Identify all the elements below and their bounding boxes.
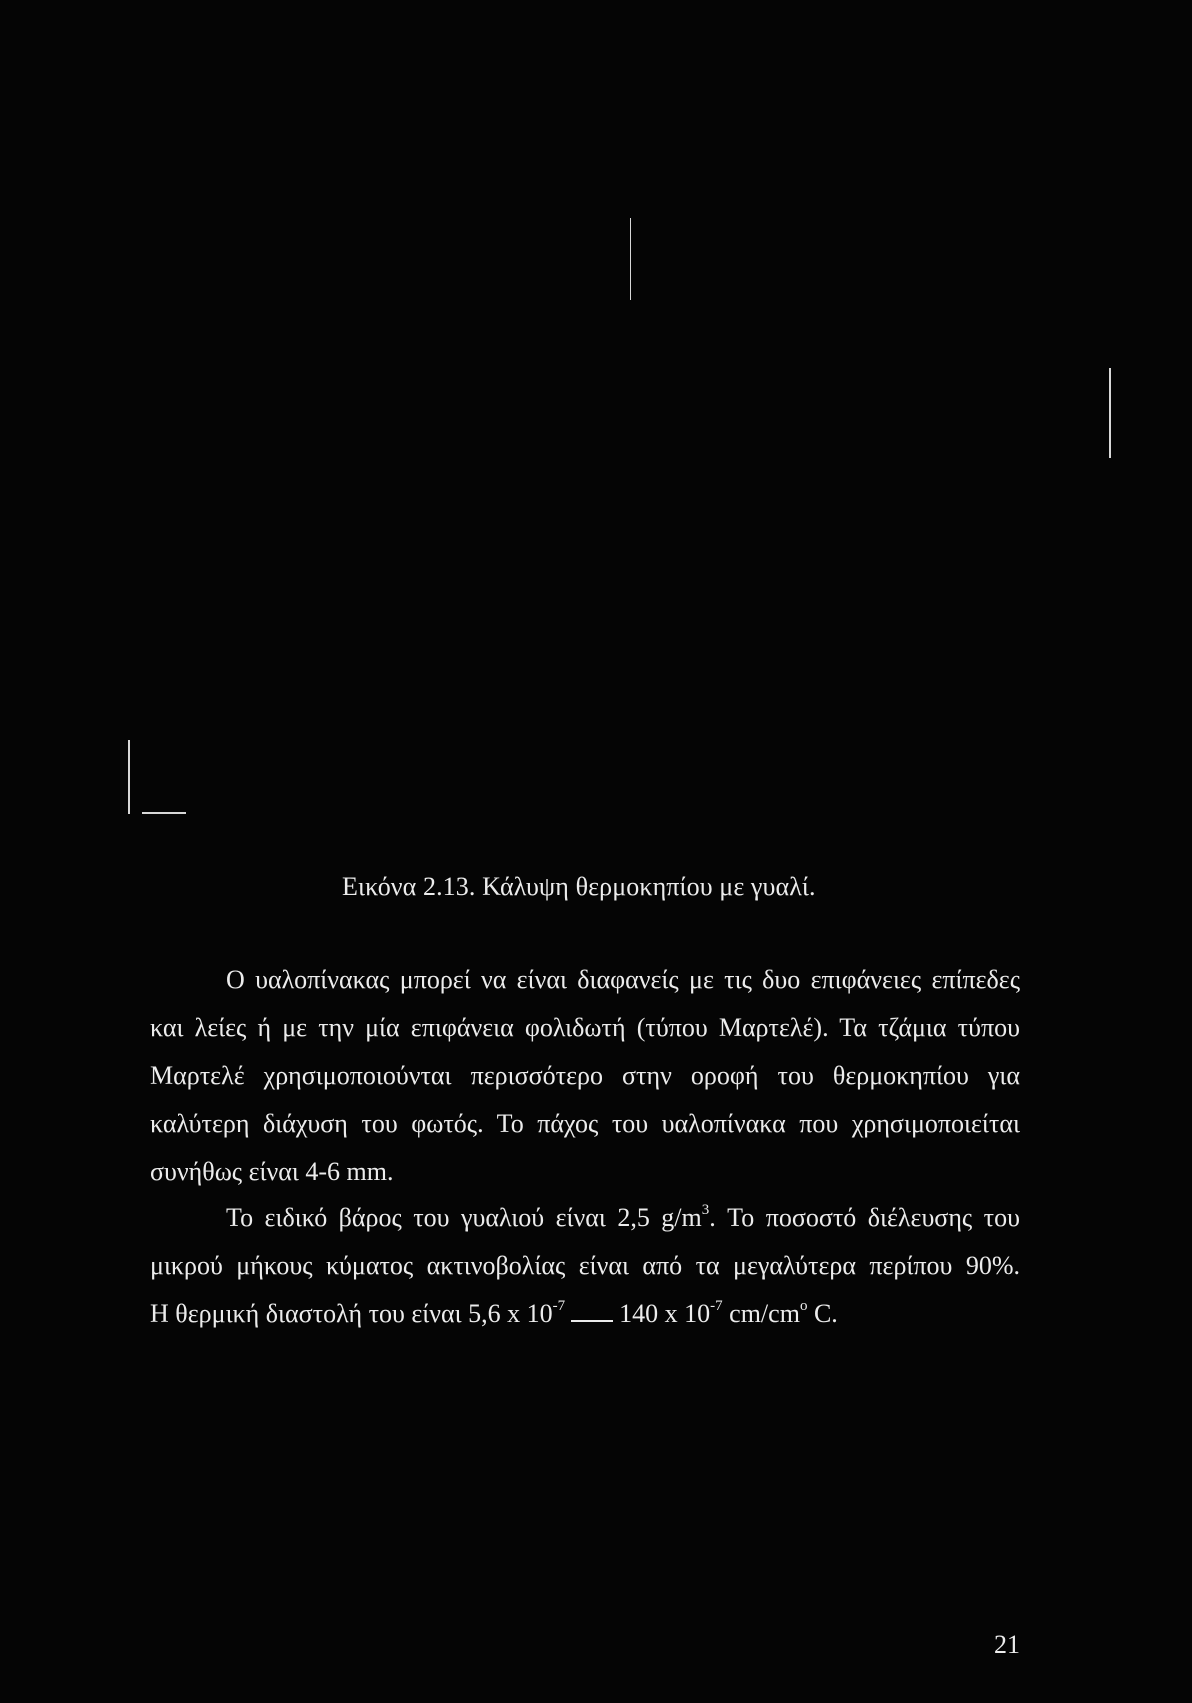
text-fragment: C. [807,1299,838,1328]
text-fragment: Η θερμική διαστολή του είναι 5,6 x 10 [150,1299,553,1328]
figure-caption: Εικόνα 2.13. Κάλυψη θερμοκηπίου με γυαλί. [342,872,816,901]
superscript: o [799,1298,808,1315]
text-line: συνήθως είναι 4-6 mm. [150,1157,394,1186]
range-dash [571,1320,613,1322]
scan-artifact-line [142,812,186,814]
figure-photo [120,200,1120,820]
scan-artifact-line [630,218,631,300]
page-number: 21 [994,1630,1020,1659]
text-line: Μαρτελέ χρησιμοποιούνται περισσότερο στην οροφή του θερμοκηπίου για [150,1061,1020,1090]
text-line [150,1290,1020,1338]
superscript: -7 [552,1298,566,1315]
superscript: -7 [710,1298,723,1315]
text-line: μικρού μήκους κύματος ακτινοβολίας είναι από τα μεγαλύτερα περίπου 90%. [150,1251,1020,1280]
paragraph [150,956,1020,1196]
text-fragment: Το ειδικό βάρος του γυαλιού είναι 2,5 g/m [226,1203,702,1232]
text-fragment: cm/cm [722,1299,800,1328]
superscript: 3 [701,1202,710,1219]
scan-artifact-line [1109,368,1111,458]
text-line [150,1194,1020,1242]
text-line: Ο υαλοπίνακας μπορεί να είναι διαφανείς με τις δυο επιφάνειες επίπεδες [226,965,1020,994]
text-line: και λείες ή με την μία επιφάνεια φολιδωτή (τύπου Μαρτελέ). Τα τζάμια τύπου [150,1013,1020,1042]
text-fragment: 140 x 10 [619,1299,711,1328]
scan-artifact-line [128,740,130,814]
text-fragment: . Το ποσοστό διέλευσης του [709,1203,1020,1232]
text-line: καλύτερη διάχυση του φωτός. Το πάχος του υαλοπίνακα που χρησιμοποιείται [150,1109,1020,1138]
paragraph [150,1194,1020,1338]
